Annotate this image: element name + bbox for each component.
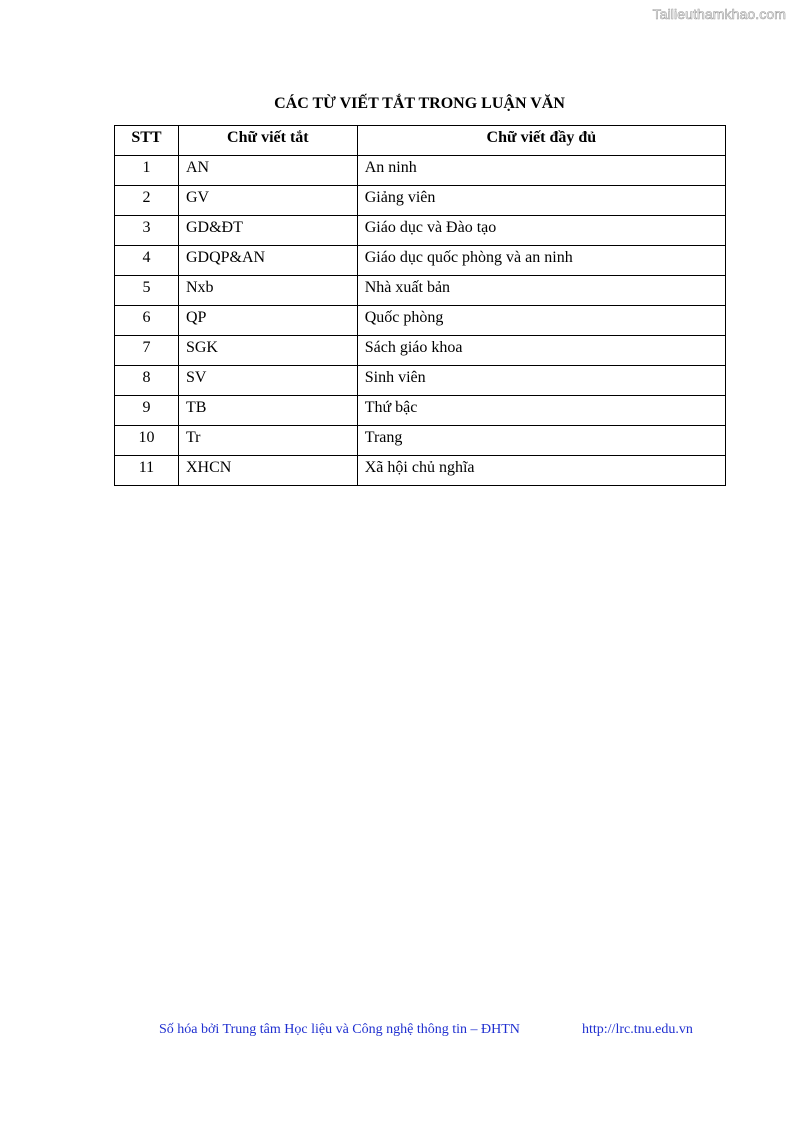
- table-row: [115, 246, 726, 276]
- table-row: [115, 186, 726, 216]
- row-abbreviation: GDQP&AN: [178, 246, 357, 276]
- row-full-form: Sinh viên: [357, 366, 725, 396]
- row-number: 7: [115, 336, 179, 366]
- row-number: 9: [115, 396, 179, 426]
- row-abbreviation: QP: [178, 306, 357, 336]
- row-number: 11: [115, 456, 179, 486]
- table-row: [115, 156, 726, 186]
- row-number: 5: [115, 276, 179, 306]
- row-number: 3: [115, 216, 179, 246]
- row-full-form: Thứ bậc: [357, 396, 725, 426]
- row-full-form: Trang: [357, 426, 725, 456]
- row-abbreviation: TB: [178, 396, 357, 426]
- row-full-form: Giáo dục và Đào tạo: [357, 216, 725, 246]
- table-row: [115, 456, 726, 486]
- table-row: [115, 216, 726, 246]
- row-full-form: Giáo dục quốc phòng và an ninh: [357, 246, 725, 276]
- row-number: 8: [115, 366, 179, 396]
- row-full-form: Nhà xuất bản: [357, 276, 725, 306]
- row-abbreviation: GD&ĐT: [178, 216, 357, 246]
- row-number: 2: [115, 186, 179, 216]
- row-number: 6: [115, 306, 179, 336]
- row-full-form: Quốc phòng: [357, 306, 725, 336]
- abbreviations-table: [114, 125, 726, 486]
- row-abbreviation: Tr: [178, 426, 357, 456]
- page-title: CÁC TỪ VIẾT TẮT TRONG LUẬN VĂN: [274, 95, 565, 112]
- row-full-form: Sách giáo khoa: [357, 336, 725, 366]
- row-full-form: Xã hội chủ nghĩa: [357, 456, 725, 486]
- row-abbreviation: AN: [178, 156, 357, 186]
- watermark-text: Tailieuthamkhao.com: [652, 6, 786, 22]
- table-row: [115, 426, 726, 456]
- row-abbreviation: GV: [178, 186, 357, 216]
- row-number: 10: [115, 426, 179, 456]
- row-abbreviation: SGK: [178, 336, 357, 366]
- row-abbreviation: XHCN: [178, 456, 357, 486]
- footer-digitization-note: Số hóa bởi Trung tâm Học liệu và Công nghệ thông tin – ĐHTN: [159, 1022, 520, 1037]
- header-full-form: Chữ viết đầy đủ: [357, 126, 725, 156]
- header-abbreviation: Chữ viết tắt: [178, 126, 357, 156]
- table-row: [115, 366, 726, 396]
- row-full-form: Giảng viên: [357, 186, 725, 216]
- table-header-row: [115, 126, 726, 156]
- row-full-form: An ninh: [357, 156, 725, 186]
- footer-website-link[interactable]: http://lrc.tnu.edu.vn: [582, 1022, 693, 1037]
- row-number: 1: [115, 156, 179, 186]
- table-row: [115, 276, 726, 306]
- table-row: [115, 396, 726, 426]
- page-footer: [159, 1022, 693, 1038]
- row-abbreviation: SV: [178, 366, 357, 396]
- table-row: [115, 306, 726, 336]
- table-row: [115, 336, 726, 366]
- header-stt: STT: [115, 126, 179, 156]
- row-number: 4: [115, 246, 179, 276]
- row-abbreviation: Nxb: [178, 276, 357, 306]
